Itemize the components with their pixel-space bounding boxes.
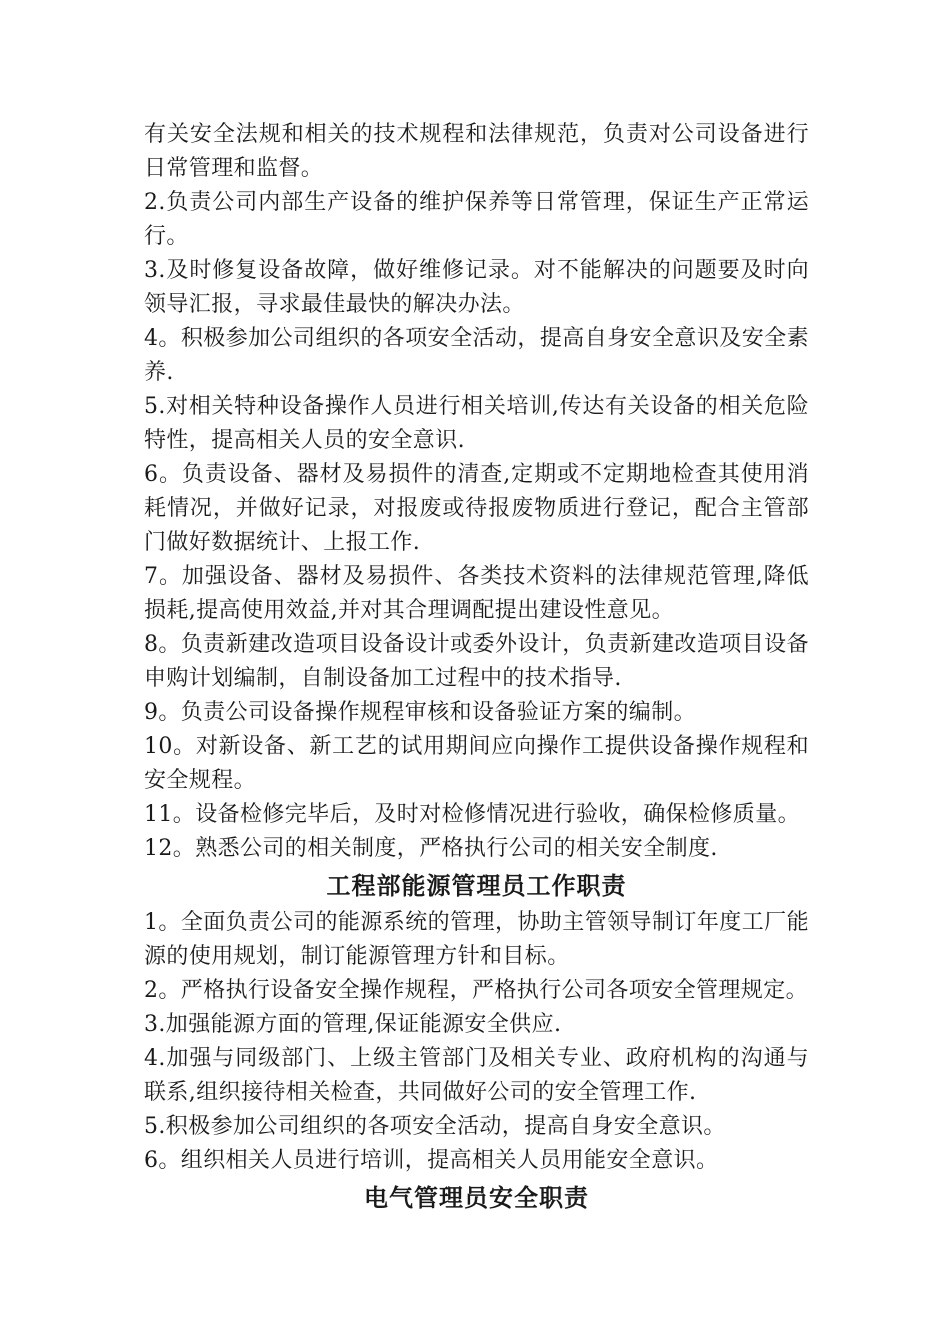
document-page bbox=[144, 118, 809, 1218]
duty-paragraph: 1。全面负责公司的能源系统的管理，协助主管领导制订年度工厂能源的使用规划，制订能源管理方针和目标。 bbox=[144, 910, 809, 969]
section-heading: 工程部能源管理员工作职责 bbox=[326, 872, 627, 900]
duty-paragraph: 2.负责公司内部生产设备的维护保养等日常管理，保证生产正常运行。 bbox=[144, 190, 809, 249]
duty-paragraph: 4。积极参加公司组织的各项安全活动，提高自身安全意识及安全素养. bbox=[144, 326, 809, 385]
duty-paragraph: 9。负责公司设备操作规程审核和设备验证方案的编制。 bbox=[144, 700, 696, 725]
duty-paragraph: 4.加强与同级部门、上级主管部门及相关专业、政府机构的沟通与联系,组织接待相关检查，共同做好公司的安全管理工作. bbox=[144, 1046, 809, 1105]
duty-paragraph: 5.对相关特种设备操作人员进行相关培训,传达有关设备的相关危险特性，提高相关人员的安全意识. bbox=[144, 394, 809, 453]
duty-paragraph: 3.加强能源方面的管理,保证能源安全供应. bbox=[144, 1012, 562, 1037]
duty-paragraph: 6。组织相关人员进行培训，提高相关人员用能安全意识。 bbox=[144, 1148, 719, 1173]
duty-paragraph: 有关安全法规和相关的技术规程和法律规范，负责对公司设备进行日常管理和监督。 bbox=[144, 122, 809, 181]
section-heading: 电气管理员安全职责 bbox=[364, 1184, 589, 1212]
duty-paragraph: 2。严格执行设备安全操作规程，严格执行公司各项安全管理规定。 bbox=[144, 978, 808, 1003]
duty-paragraph: 3.及时修复设备故障，做好维修记录。对不能解决的问题要及时向领导汇报，寻求最佳最快的解决办法。 bbox=[144, 258, 809, 317]
duty-paragraph: 10。对新设备、新工艺的试用期间应向操作工提供设备操作规程和安全规程。 bbox=[144, 734, 809, 793]
duty-paragraph: 6。负责设备、器材及易损件的清查,定期或不定期地检查其使用消耗情况，并做好记录，对报废或待报废物质进行登记，配合主管部门做好数据统计、上报工作. bbox=[144, 462, 809, 555]
section-equipment-duties bbox=[144, 118, 809, 866]
duty-paragraph: 12。熟悉公司的相关制度，严格执行公司的相关安全制度. bbox=[144, 836, 718, 861]
duty-paragraph: 8。负责新建改造项目设备设计或委外设计，负责新建改造项目设备申购计划编制，自制设备加工过程中的技术指导. bbox=[144, 632, 809, 691]
duty-paragraph: 7。加强设备、器材及易损件、各类技术资料的法律规范管理,降低损耗,提高使用效益,并对其合理调配提出建设性意见。 bbox=[144, 564, 809, 623]
section-electrical-manager bbox=[144, 1178, 809, 1218]
section-energy-manager bbox=[144, 866, 809, 1178]
duty-paragraph: 11。设备检修完毕后，及时对检修情况进行验收，确保检修质量。 bbox=[144, 802, 800, 827]
duty-paragraph: 5.积极参加公司组织的各项安全活动，提高自身安全意识。 bbox=[144, 1114, 726, 1139]
